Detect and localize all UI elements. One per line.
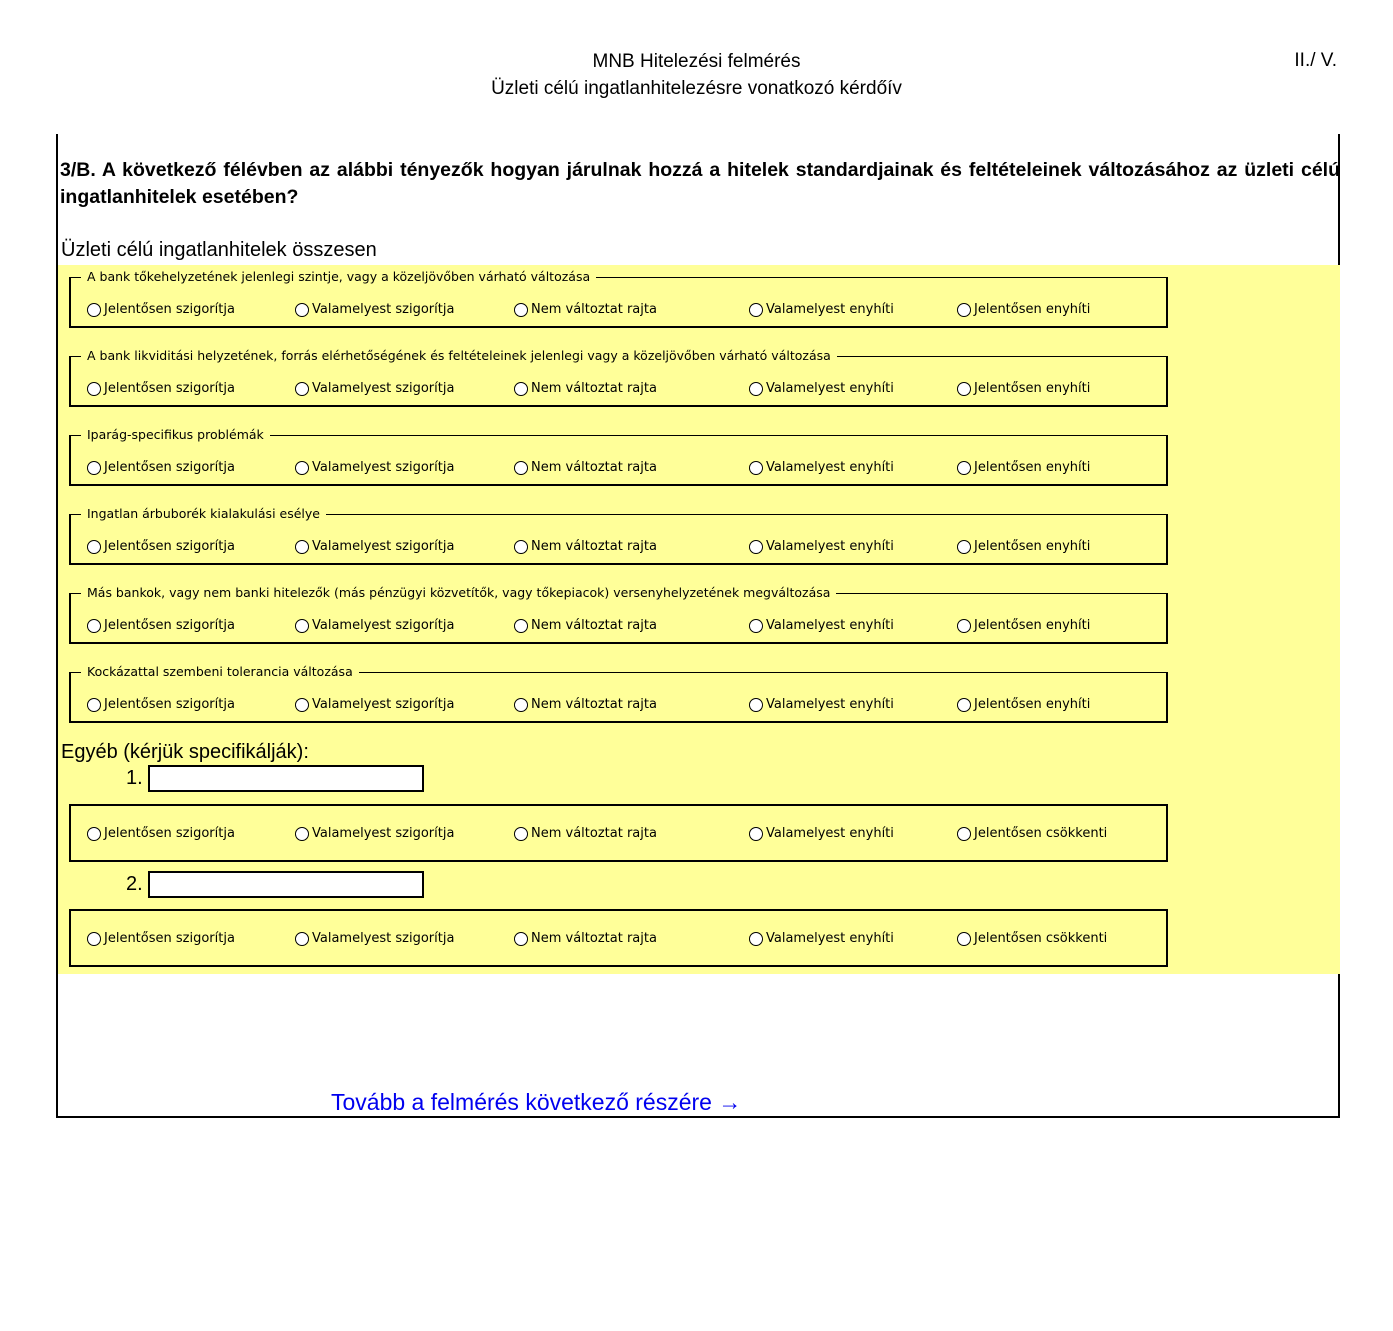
radio-option[interactable] [295, 381, 454, 396]
radio-label: Jelentősen enyhíti [974, 697, 1091, 712]
radio-label: Valamelyest szigorítja [312, 381, 455, 396]
radio-option[interactable] [87, 697, 235, 712]
radio-label: Valamelyest enyhíti [766, 931, 894, 946]
radio-option[interactable] [87, 826, 235, 841]
radio-option[interactable] [295, 460, 454, 475]
radio-label: Valamelyest szigorítja [312, 302, 455, 317]
radio-label: Nem változtat rajta [531, 539, 657, 554]
radio-label: Nem változtat rajta [531, 826, 657, 841]
radio-option[interactable] [749, 697, 894, 712]
factor-label: Más bankok, vagy nem banki hitelezők (más pénzügyi közvetítők, vagy tőkepiacok) versenyhelyzetének megváltozása [87, 585, 831, 600]
radio-circle[interactable] [957, 303, 971, 317]
factor-label: Ingatlan árbuborék kialakulási esélye [87, 506, 320, 521]
radio-option[interactable] [514, 460, 657, 475]
factor-group [69, 586, 1168, 644]
radio-circle[interactable] [87, 303, 101, 317]
radio-option[interactable] [749, 931, 894, 946]
radio-option[interactable] [87, 539, 235, 554]
radio-label: Nem változtat rajta [531, 931, 657, 946]
factor-label: Iparág-specifikus problémák [87, 427, 264, 442]
radio-label: Valamelyest enyhíti [766, 381, 894, 396]
radio-circle[interactable] [957, 619, 971, 633]
radio-circle[interactable] [749, 303, 763, 317]
radio-option[interactable] [295, 539, 454, 554]
radio-option[interactable] [957, 302, 1090, 317]
factor-group [69, 349, 1168, 407]
radio-circle[interactable] [514, 932, 528, 946]
radio-label: Jelentősen enyhíti [974, 460, 1091, 475]
radio-circle[interactable] [295, 303, 309, 317]
other-options-group-1 [69, 804, 1168, 862]
radio-label: Valamelyest szigorítja [312, 931, 455, 946]
radio-label: Jelentősen enyhíti [974, 381, 1091, 396]
radio-label: Valamelyest enyhíti [766, 539, 894, 554]
radio-circle[interactable] [514, 540, 528, 554]
radio-label: Valamelyest enyhíti [766, 302, 894, 317]
radio-label: Nem változtat rajta [531, 302, 657, 317]
radio-circle[interactable] [749, 932, 763, 946]
radio-circle[interactable] [87, 619, 101, 633]
radio-option[interactable] [749, 302, 894, 317]
radio-label: Jelentősen szigorítja [104, 931, 235, 946]
radio-option[interactable] [957, 697, 1090, 712]
radio-option[interactable] [87, 931, 235, 946]
radio-circle[interactable] [295, 932, 309, 946]
factor-label: A bank tőkehelyzetének jelenlegi szintje, vagy a közeljövőben várható változása [87, 269, 591, 284]
factor-options [71, 521, 1166, 563]
radio-circle[interactable] [295, 540, 309, 554]
radio-label: Valamelyest szigorítja [312, 539, 455, 554]
other-number-1: 1. [126, 767, 143, 789]
radio-circle[interactable] [749, 461, 763, 475]
radio-option[interactable] [514, 618, 657, 633]
radio-option[interactable] [87, 618, 235, 633]
radio-circle[interactable] [87, 698, 101, 712]
radio-option[interactable] [514, 697, 657, 712]
radio-circle[interactable] [957, 932, 971, 946]
radio-option[interactable] [295, 931, 454, 946]
factor-options [71, 284, 1166, 326]
radio-option[interactable] [87, 302, 235, 317]
radio-option[interactable] [957, 460, 1090, 475]
radio-label: Jelentősen enyhíti [974, 618, 1091, 633]
other-label: Egyéb (kérjük specifikálják): [61, 741, 309, 763]
radio-circle[interactable] [295, 698, 309, 712]
factor-options [71, 363, 1166, 405]
page-code: II./ V. [1294, 50, 1337, 71]
radio-label: Valamelyest enyhíti [766, 618, 894, 633]
radio-label: Jelentősen szigorítja [104, 618, 235, 633]
factor-options [71, 679, 1166, 721]
radio-label: Valamelyest szigorítja [312, 618, 455, 633]
radio-label: Jelentősen szigorítja [104, 697, 235, 712]
other-number-2: 2. [126, 873, 143, 895]
radio-circle[interactable] [87, 932, 101, 946]
radio-circle[interactable] [749, 540, 763, 554]
radio-option[interactable] [295, 302, 454, 317]
questionnaire-title: Üzleti célú ingatlanhitelezésre vonatkozó kérdőív [491, 78, 902, 99]
factor-group [69, 428, 1168, 486]
radio-option[interactable] [957, 539, 1090, 554]
radio-label: Nem változtat rajta [531, 460, 657, 475]
radio-circle[interactable] [295, 382, 309, 396]
next-section-link[interactable]: Tovább a felmérés következő részére → [331, 1089, 742, 1115]
radio-circle[interactable] [295, 461, 309, 475]
radio-label: Nem változtat rajta [531, 381, 657, 396]
radio-circle[interactable] [87, 382, 101, 396]
radio-circle[interactable] [87, 461, 101, 475]
radio-option[interactable] [749, 539, 894, 554]
radio-circle[interactable] [957, 698, 971, 712]
radio-option[interactable] [514, 381, 657, 396]
radio-label: Jelentősen szigorítja [104, 302, 235, 317]
radio-circle[interactable] [514, 461, 528, 475]
radio-label: Jelentősen csökkenti [974, 931, 1108, 946]
radio-option[interactable] [295, 697, 454, 712]
radio-option[interactable] [957, 618, 1090, 633]
radio-label: Valamelyest szigorítja [312, 697, 455, 712]
radio-circle[interactable] [295, 619, 309, 633]
other-input-1[interactable] [148, 765, 424, 792]
radio-circle[interactable] [87, 827, 101, 841]
section-title: Üzleti célú ingatlanhitelek összesen [61, 239, 377, 261]
radio-label: Jelentősen enyhíti [974, 302, 1091, 317]
question-text: 3/B. A következő félévben az alábbi tényezők hogyan járulnak hozzá a hitelek standardjainak és feltételeinek változásához az üzleti célú ingatlanhitelek esetében? [60, 159, 1340, 208]
radio-label: Jelentősen szigorítja [104, 381, 235, 396]
factor-label: Kockázattal szembeni tolerancia változása [87, 664, 353, 679]
radio-circle[interactable] [749, 382, 763, 396]
radio-label: Valamelyest enyhíti [766, 460, 894, 475]
radio-circle[interactable] [514, 619, 528, 633]
radio-label: Jelentősen szigorítja [104, 826, 235, 841]
radio-option[interactable] [514, 302, 657, 317]
radio-circle[interactable] [514, 382, 528, 396]
factor-options [71, 600, 1166, 642]
radio-circle[interactable] [749, 827, 763, 841]
factor-group [69, 507, 1168, 565]
other-options-group-2 [69, 909, 1168, 967]
radio-option[interactable] [295, 618, 454, 633]
radio-option[interactable] [749, 826, 894, 841]
radio-option[interactable] [957, 931, 1107, 946]
radio-option[interactable] [957, 826, 1107, 841]
factor-label: A bank likviditási helyzetének, forrás elérhetőségének és feltételeinek jelenlegi vagy a közeljövőben várható változása [87, 348, 831, 363]
radio-label: Jelentősen enyhíti [974, 539, 1091, 554]
page-header [0, 48, 1393, 102]
factor-group [69, 270, 1168, 328]
radio-option[interactable] [514, 826, 657, 841]
radio-option[interactable] [295, 826, 454, 841]
survey-title: MNB Hitelezési felmérés [592, 51, 801, 72]
radio-label: Jelentősen csökkenti [974, 826, 1108, 841]
radio-circle[interactable] [957, 461, 971, 475]
radio-option[interactable] [749, 618, 894, 633]
radio-label: Jelentősen szigorítja [104, 539, 235, 554]
radio-circle[interactable] [749, 698, 763, 712]
radio-label: Valamelyest szigorítja [312, 460, 455, 475]
other-input-2[interactable] [148, 871, 424, 898]
radio-label: Nem változtat rajta [531, 618, 657, 633]
radio-circle[interactable] [957, 827, 971, 841]
radio-label: Valamelyest enyhíti [766, 826, 894, 841]
radio-label: Valamelyest szigorítja [312, 826, 455, 841]
radio-option[interactable] [87, 381, 235, 396]
radio-circle[interactable] [749, 619, 763, 633]
radio-circle[interactable] [514, 303, 528, 317]
radio-circle[interactable] [957, 540, 971, 554]
radio-label: Nem változtat rajta [531, 697, 657, 712]
radio-option[interactable] [957, 381, 1090, 396]
radio-circle[interactable] [295, 827, 309, 841]
radio-label: Valamelyest enyhíti [766, 697, 894, 712]
radio-option[interactable] [749, 381, 894, 396]
radio-option[interactable] [87, 460, 235, 475]
radio-circle[interactable] [514, 827, 528, 841]
factor-group [69, 665, 1168, 723]
factor-options [71, 442, 1166, 484]
radio-circle[interactable] [957, 382, 971, 396]
radio-label: Jelentősen szigorítja [104, 460, 235, 475]
radio-option[interactable] [749, 460, 894, 475]
radio-option[interactable] [514, 539, 657, 554]
radio-option[interactable] [514, 931, 657, 946]
radio-circle[interactable] [514, 698, 528, 712]
radio-circle[interactable] [87, 540, 101, 554]
